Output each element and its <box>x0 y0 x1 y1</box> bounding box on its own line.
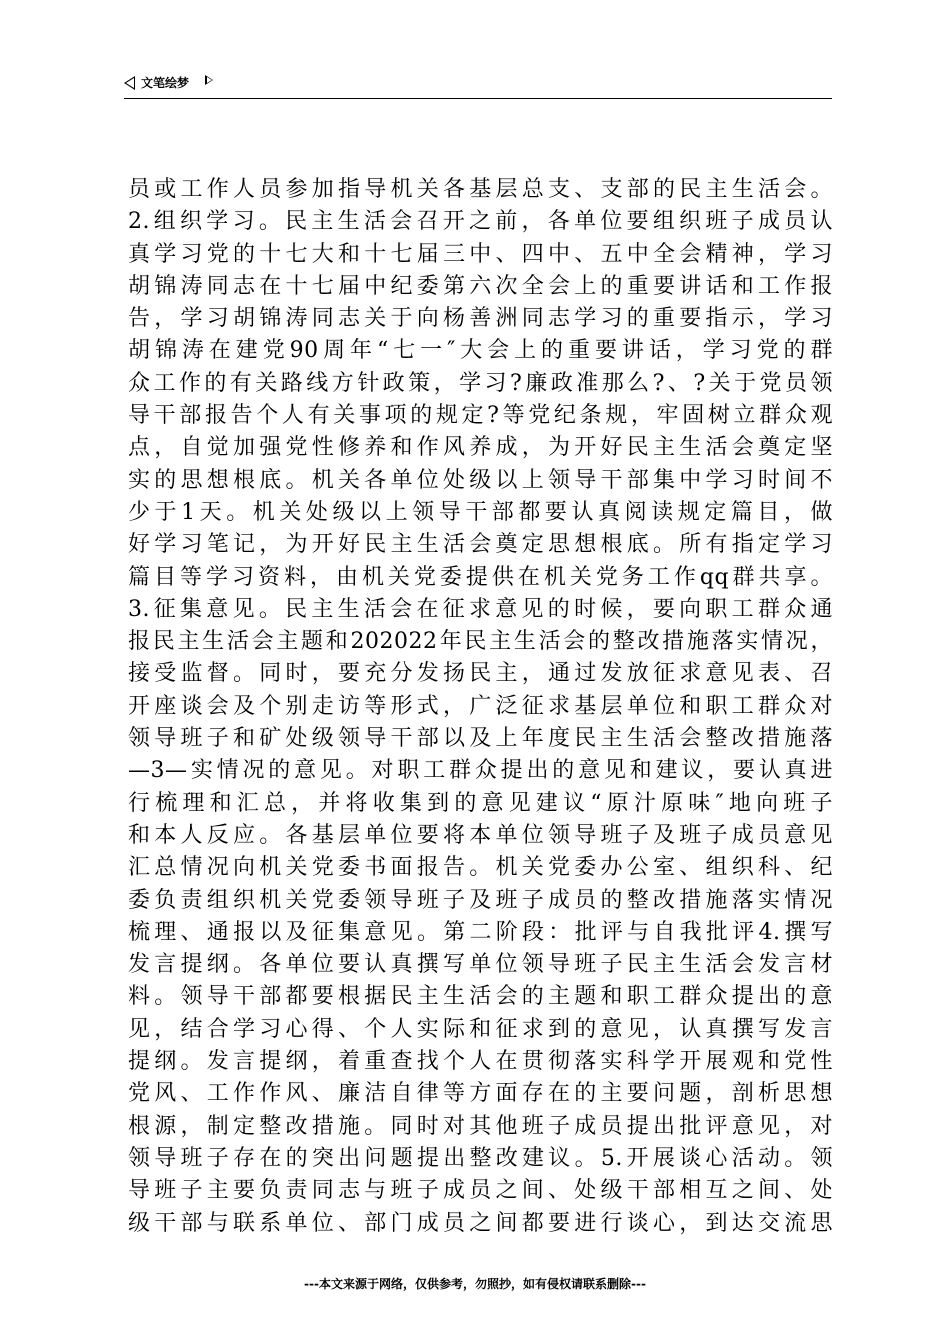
text-line: 告，学习胡锦涛同志关于向杨善洲同志学习的重要指示，学习 <box>128 306 833 332</box>
text-line: 好学习笔记，为开好民主生活会奠定思想根底。所有指定学习 <box>128 532 833 558</box>
text-line: 和本人反应。各基层单位要将本单位领导班子及班子成员意见 <box>128 822 833 848</box>
text-line: 员或工作人员参加指导机关各基层总支、支部的民主生活会。 <box>128 177 833 202</box>
footer-disclaimer: ---本文来源于网络，仅供参考，勿照抄，如有侵权请联系删除--- <box>304 1277 646 1291</box>
text-line: 实的思想根底。机关各单位处级以上领导干部集中学习时间不 <box>128 467 833 493</box>
text-line: 2.组织学习。民主生活会召开之前，各单位要组织班子成员认 <box>128 209 833 235</box>
text-line: 接受监督。同时，要充分发扬民主，通过发放征求意见表、召 <box>128 661 833 687</box>
text-line: 报民主生活会主题和202022年民主生活会的整改措施落实情况， <box>128 629 833 655</box>
page-header <box>124 76 832 99</box>
text-line: 级干部与联系单位、部门成员之间都要进行谈心，到达交流思 <box>128 1210 833 1236</box>
text-line: 点，自觉加强党性修养和作风养成，为开好民主生活会奠定坚 <box>128 435 833 461</box>
text-line: 行梳理和汇总，并将收集到的意见建议“原汁原味″地向班子 <box>128 790 833 816</box>
triangle-left-icon <box>124 76 135 90</box>
text-line: 众工作的有关路线方针政策，学习?廉政准那么?、?关于党员领 <box>128 370 833 396</box>
text-line: 导班子主要负责同志与班子成员之间、处级干部相互之间、处 <box>128 1178 833 1204</box>
text-line: 梳理、通报以及征集意见。第二阶段：批评与自我批评4.撰写 <box>128 919 833 945</box>
text-line: 根源，制定整改措施。同时对其他班子成员提出批评意见，对 <box>128 1113 833 1139</box>
text-line: 胡锦涛在建党90周年“七一″大会上的重要讲话，学习党的群 <box>128 338 833 364</box>
text-line: 发言提纲。各单位要认真撰写单位领导班子民主生活会发言材 <box>128 952 833 978</box>
header-brand <box>124 76 213 90</box>
text-line: 导干部报告个人有关事项的规定?等党纪条规，牢固树立群众观 <box>128 403 833 429</box>
text-line: 篇目等学习资料，由机关党委提供在机关党务工作qq群共享。 <box>128 564 833 590</box>
text-line: 真学习党的十七大和十七届三中、四中、五中全会精神，学习 <box>128 241 833 267</box>
text-line: 党风、工作作风、廉洁自律等方面存在的主要问题，剖析思想 <box>128 1081 833 1107</box>
text-line: 委负责组织机关党委领导班子及班子成员的整改措施落实情况 <box>128 887 833 913</box>
text-line: 领导班子存在的突出问题提出整改建议。5.开展谈心活动。领 <box>128 1145 833 1171</box>
triangle-right-icon <box>205 75 213 85</box>
text-line: 3.征集意见。民主生活会在征求意见的时候，要向职工群众通 <box>128 596 833 622</box>
text-line: 少于1天。机关处级以上领导干部都要认真阅读规定篇目，做 <box>128 499 833 525</box>
text-line: 料。领导干部都要根据民主生活会的主题和职工群众提出的意 <box>128 984 833 1010</box>
text-line: 胡锦涛同志在十七届中纪委第六次全会上的重要讲话和工作报 <box>128 273 833 299</box>
text-line: 见，结合学习心得、个人实际和征求到的意见，认真撰写发言 <box>128 1016 833 1042</box>
text-line: 开座谈会及个别走访等形式，广泛征求基层单位和职工群众对 <box>128 693 833 719</box>
text-line: 领导班子和矿处级领导干部以及上年度民主生活会整改措施落 <box>128 726 833 752</box>
document-body <box>128 174 833 1240</box>
header-title: 文笔绘梦 <box>141 76 190 90</box>
text-line: —3—实情况的意见。对职工群众提出的意见和建议，要认真进 <box>128 758 833 784</box>
text-line: 汇总情况向机关党委书面报告。机关党委办公室、组织科、纪 <box>128 855 833 881</box>
text-line: 提纲。发言提纲，着重查找个人在贯彻落实科学开展观和党性 <box>128 1049 833 1075</box>
